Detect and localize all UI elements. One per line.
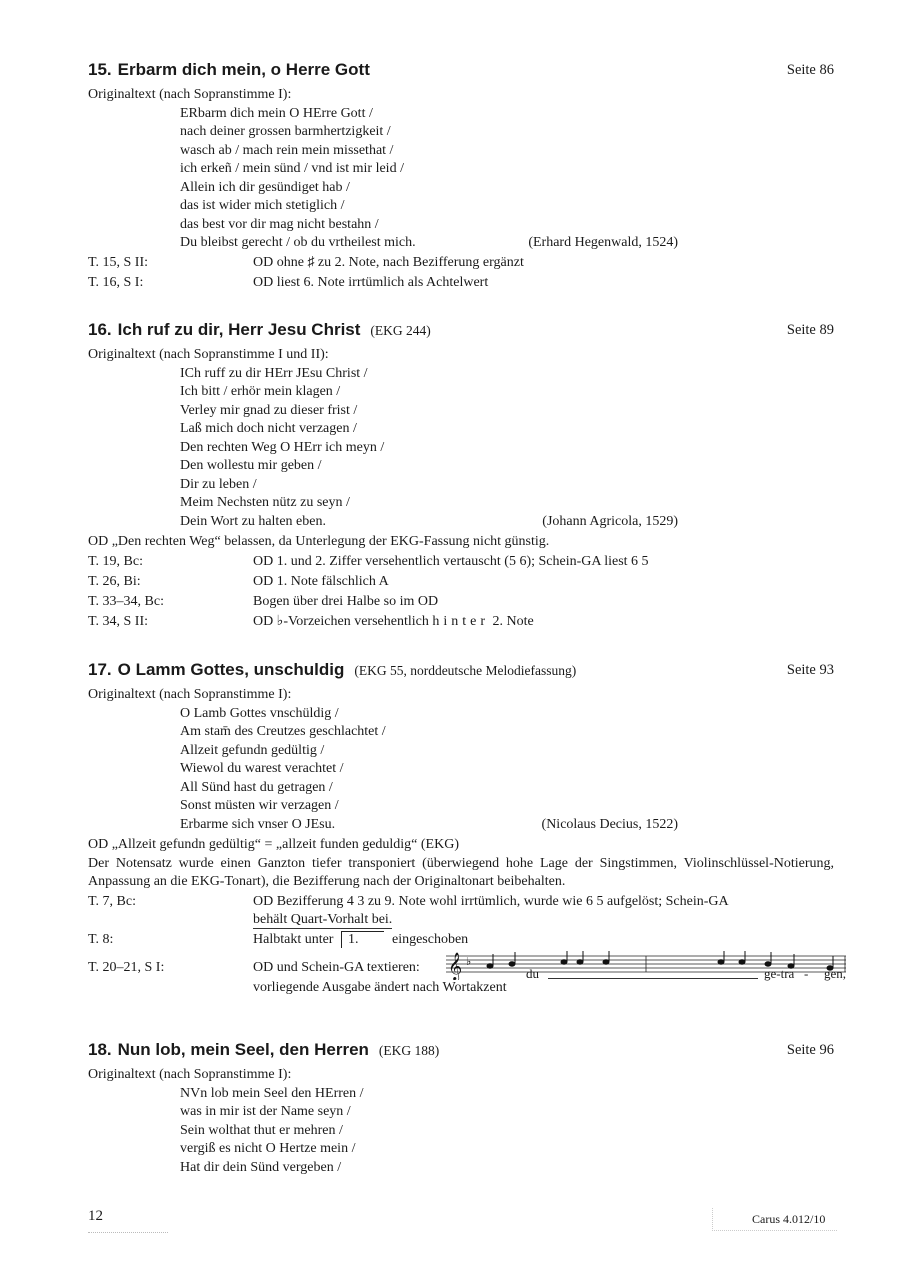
section-number: 18. (88, 1040, 112, 1059)
verse-line: Verley mir gnad zu dieser frist / (180, 402, 358, 418)
transposition-paragraph: Der Notensatz wurde einen Ganzton tiefer transponiert (überwiegend hohe Lage der Singstimmen, Violinschlüssel-Notierung, Anpassung an die EKG-Tonart), die Bezifferung nach der Originaltonart beibehalten. (88, 855, 834, 889)
author-credit: (Nicolaus Decius, 1522) (541, 816, 678, 832)
section-number: 17. (88, 660, 112, 679)
page-reference: Seite 93 (786, 662, 834, 678)
verse-line: Allzeit gefundn gedültig / (180, 742, 325, 758)
original-text-label: Originaltext (nach Sopranstimme I): (88, 1067, 292, 1082)
verse-line: Am stam̄ des Creutzes geschlachtet / (180, 724, 386, 739)
verse-line: NVn lob mein Seel den HErren / (180, 1085, 364, 1101)
verse-line: das ist wider mich stetiglich / (180, 198, 345, 213)
note-head (487, 963, 493, 967)
verse-line: Meim Nechsten nütz zu seyn / (180, 495, 350, 510)
original-text-label: Originaltext (nach Sopranstimme I): (88, 87, 292, 102)
verse-line: Hat dir dein Sünd vergeben / (180, 1159, 342, 1175)
note-text: behält Quart-Vorhalt bei. (253, 911, 393, 927)
critical-note (88, 273, 834, 293)
note-text (253, 930, 468, 950)
critical-note (88, 892, 834, 912)
note-head (739, 959, 745, 963)
remark: OD „Den rechten Weg“ belassen, da Unterlegung der EKG-Fassung nicht günstig. (88, 534, 550, 549)
verse-line: ich erkeñ / mein sünd / vnd ist mir leid / (180, 161, 404, 176)
verse-line: Sonst müsten wir verzagen / (180, 798, 339, 813)
section-ref: (EKG 244) (370, 323, 431, 338)
critical-note (88, 572, 834, 592)
publisher-reference: Carus 4.012/10 (752, 1212, 826, 1226)
verse-line: nach deiner grossen barmhertzigkeit / (180, 124, 391, 139)
note-text: OD 1. und 2. Ziffer versehentlich vertauscht (5 6); Schein-GA liest 6 5 (253, 553, 649, 569)
verse-line: Wiewol du warest verachtet / (180, 761, 344, 776)
note-text: vorliegende Ausgabe ändert nach Wortakzent (253, 979, 507, 995)
page-reference: Seite 86 (786, 62, 834, 78)
note-text: OD 1. Note fälschlich A (253, 573, 389, 589)
section-title: O Lamm Gottes, unschuldig (117, 660, 345, 679)
note-text-part: 2. Note (489, 613, 534, 629)
critical-note (88, 950, 847, 981)
verse-line: ERbarm dich mein O HErre Gott / (180, 105, 373, 121)
critical-note (88, 253, 834, 273)
note-ref: T. 19, Bc: (88, 553, 143, 569)
note-text (253, 958, 420, 978)
section-heading (88, 660, 834, 686)
verse-line: das best vor dir mag nicht bestahn / (180, 216, 379, 232)
verse-line: Dir zu leben / (180, 476, 257, 492)
verse-line: ICh ruff zu dir HErr JEsu Christ / (180, 365, 368, 381)
verse-line: Sein wolthat thut er mehren / (180, 1122, 343, 1138)
original-text-label: Originaltext (nach Sopranstimme I): (88, 687, 292, 702)
note-text-part: Halbtakt unter (253, 931, 334, 947)
critical-note (88, 552, 834, 572)
note-text: Bogen über drei Halbe so im OD (253, 593, 439, 609)
treble-clef-icon: 𝄞 (448, 951, 463, 980)
section-title: Nun lob, mein Seel, den Herren (117, 1040, 369, 1059)
page-number: 12 (88, 1208, 103, 1224)
remark: OD „Allzeit gefundn gedültig“ = „allzeit funden geduldig“ (EKG) (88, 837, 459, 852)
note-text: OD ohne ♯ zu 2. Note, nach Bezifferung ergänzt (253, 254, 524, 270)
verse-line: Allein ich dir gesündiget hab / (180, 179, 350, 195)
verse-text: Erbarme sich vnser O JEsu. (180, 816, 336, 832)
page-reference: Seite 89 (786, 322, 834, 338)
verse-line: Laß mich doch nicht verzagen / (180, 421, 357, 436)
flat-icon: ♭ (466, 954, 472, 968)
verse-line-last (88, 513, 834, 532)
note-ref: T. 16, S I: (88, 274, 144, 290)
section-16 (88, 320, 834, 632)
note-ref: T. 20–21, S I: (88, 959, 165, 975)
lyric-getra: ge-tra (764, 965, 795, 981)
note-ref: T. 34, S II: (88, 613, 149, 629)
section-number: 15. (88, 60, 112, 79)
verse-line: wasch ab / mach rein mein missethat / (180, 142, 394, 158)
verse-text: Du bleibst gerecht / ob du vrtheilest mich. (180, 235, 416, 250)
original-text-label: Originaltext (nach Sopranstimme I und II): (88, 347, 329, 362)
note-text-part: eingeschoben (391, 931, 469, 947)
section-title: Ich ruf zu dir, Herr Jesu Christ (117, 320, 361, 339)
note-ref: T. 7, Bc: (88, 893, 136, 909)
note-text-spaced: hinter (432, 613, 489, 629)
section-heading (88, 320, 834, 346)
note-text-part: OD und Schein-GA textieren: (253, 959, 420, 975)
page-reference: Seite 96 (786, 1042, 834, 1058)
section-ref: (EKG 188) (378, 1043, 440, 1058)
note-text (253, 612, 534, 632)
lyric-gen: gen, (824, 965, 847, 981)
section-18 (88, 1040, 834, 1177)
verse-line: O Lamb Gottes vnschüldig / (180, 705, 339, 721)
note-head (718, 959, 724, 963)
section-heading (88, 1040, 834, 1066)
critical-note (88, 612, 834, 632)
verse-line: Den rechten Weg O HErr ich meyn / (180, 439, 385, 455)
section-ref: (EKG 55, norddeutsche Melodiefassung) (354, 663, 577, 678)
footer-divider (88, 1232, 168, 1233)
section-number: 16. (88, 320, 112, 339)
verse-line-last (88, 816, 834, 835)
note-ref: T. 33–34, Bc: (88, 593, 164, 609)
verse-line: Ich bitt / erhör mein klagen / (180, 384, 341, 399)
note-head (603, 959, 609, 963)
verse-line: was in mir ist der Name seyn / (180, 1104, 351, 1119)
section-heading (88, 60, 834, 86)
critical-note-continuation (88, 978, 834, 998)
note-head (509, 961, 515, 965)
verse-text: Dein Wort zu halten eben. (180, 513, 326, 529)
author-credit: (Johann Agricola, 1529) (542, 513, 678, 529)
note-text: OD Bezifferung 4 3 zu 9. Note wohl irrtümlich, wurde wie 6 5 aufgelöst; Schein-GA (253, 893, 729, 909)
lyric-du: du (526, 965, 539, 981)
verse-line: All Sünd hast du getragen / (180, 779, 333, 795)
note-text: OD liest 6. Note irrtümlich als Achtelwert (253, 274, 489, 290)
section-15 (88, 60, 834, 293)
volta-label: 1. (347, 931, 359, 947)
author-credit: (Erhard Hegenwald, 1524) (528, 235, 678, 250)
critical-note (88, 592, 834, 612)
note-text-part: OD ♭-Vorzeichen versehentlich (253, 613, 433, 629)
note-ref: T. 26, Bi: (88, 573, 141, 589)
critical-note (88, 930, 834, 950)
verse-line: vergiß es nicht O Hertze mein / (180, 1141, 356, 1156)
note-ref: T. 8: (88, 931, 114, 947)
verse-line-last (88, 234, 834, 253)
volta-bracket (341, 931, 385, 948)
section-title: Erbarm dich mein, o Herre Gott (117, 60, 370, 79)
lyric-hyphen: - (804, 965, 809, 981)
note-ref: T. 15, S II: (88, 254, 149, 270)
critical-note-continuation (88, 912, 834, 930)
verse-line: Den wollestu mir geben / (180, 458, 322, 473)
note-head (561, 959, 567, 963)
section-17 (88, 660, 847, 998)
note-head (577, 959, 583, 963)
